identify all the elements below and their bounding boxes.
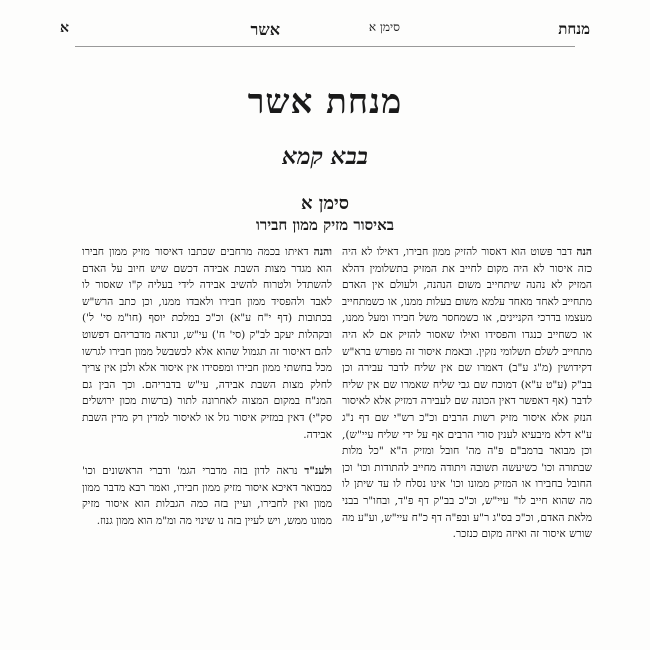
paragraph-text: דאיתו בכמה מרחבים שכתבו דאיסור מזיק ממון חבירו הוא מגדר מצות השבת אבידה דכשם שיש חיוב על האדם להשתדל ולטרוח להשיב אבידה לידי בעליה ק"ו שאסור לו לאבד ולהפסיד ממון חבירו ולאבדו ממנו, וכן כתב הרש"ש בכתובות (דף י"ח ע"א) וכ"כ במלכת יוסף (חו"מ סי' ל') ובקהלות יעקב לב"ק (סי' ח') עי"ש, ונראה מדבריהם דפשוט להם דאיסור זה תגמול שהוא אלא לכשבשל ממון חבירו לגרשו מכל בחשתי ממון חבירו ומפסידו אין איסור אלא ולכן אין צריך לחלק מצות השבת אבידה, עי"ש בדבריהם. וכך הבין גם המנ"ח במקום המצוה לאחרונה לתור (ברשות מכון ירושלים סק"י) דאין במזיק איסור גזל או לאיסור למדין רק מדין השבת אבידה. xyxy=(82,246,332,441)
paragraph-lead-word: הנה xyxy=(576,246,592,258)
paragraph xyxy=(82,463,332,529)
header-rule xyxy=(75,46,575,47)
text-column-left xyxy=(82,244,332,536)
paragraph-lead-word: ולענ"ד xyxy=(304,465,332,478)
paragraph-text: נראה לדון בזה מדברי הגמ' ודברי הראשונים וכו' כמבואר דאיכא איסור מזיק ממון חבירו, ואמר רבא מדבר ממון ממון ואין לחבירו, ועיין בזה כמה הגבלות הוא איסור מזיק ממונו ממש, ויש לעיין בזה נו שינוי מה ומ"מ הוא ממון גנוז. xyxy=(82,465,332,527)
paragraph-lead-word: והנה xyxy=(313,246,332,258)
paragraph-break xyxy=(82,449,332,463)
tractate-title: בבא קמא xyxy=(282,143,368,170)
running-header xyxy=(40,20,610,42)
running-header-book-word: מנחת xyxy=(558,20,590,38)
paragraph-text: דבר פשוט הוא דאסור להזיק ממון חבירו, דאילו לא היה כזה איסור לא היה מקום לחייב את המזיק בתשלומין דהלא המזיק לא נהנה שיתחייב משום הנהנה, ולעולם אין האדם מתחייב לאחד מאחד עלמא משום בעלות ממנו, או כשמתחייב מעצמו בדרכי הקניינים, או כשמחסר משל חבירו ומעל ממנו, או כשחייב כנגדו והפסידו ואילו שאסור להזיק אם לא היה מתחייב לשלם תשלומי נזקין. ובאמת איסור זה מפורש ברא"ש דקידושין (מ"ג ע"ב) דאמרו שם אין שליח לדבר עבירה וכן בב"ק (ע"ט ע"א) דמוכח שם גבי שליח שאמרו שם אין שליח לדבר (אף דאפשר דאין הכונה שם לעבירה דמזיק אלא לאיסור הנזק אלא איסור מזיק רשות הרבים וכ"כ רש"י שם דף נ"ג ע"א דלא מיבעיא לענין סורי הרבים אף על ידי שליח עיי"ש), וכן מבואר ברמב"ם פ"ה מה' חובל ומזיק ה"א "כל מלות שבתורה וכו' כשיעשה תשובה ויתודה מחייב להתודות וכו' וכן החובל בחבירו או המזיק ממונו וכו' אינו נסלח לו עד שיתן לו מה שהוא חייב לו" עיי"ש, וכ"כ בב"ק דף פ"ד, ובחו"ר בבני מלאת האדם, וכ"כ בס"ג ר"ע ובפ"ה דף כ"ח עיי"ש, וע"ע מה שורש איסור זה ואיזה מקום כנזכר. xyxy=(342,246,592,541)
siman-subtitle: באיסור מזיק ממון חבירו xyxy=(256,216,394,234)
siman-heading: סימן א xyxy=(300,193,350,214)
running-header-siman: סימן א xyxy=(368,20,400,34)
paragraph xyxy=(342,244,592,543)
paragraph xyxy=(82,244,332,443)
text-column-right xyxy=(342,244,592,549)
running-header-book-word-2: אשר xyxy=(250,20,280,39)
page-number: א xyxy=(60,20,69,36)
book-title: מנחת אשר xyxy=(247,82,403,122)
